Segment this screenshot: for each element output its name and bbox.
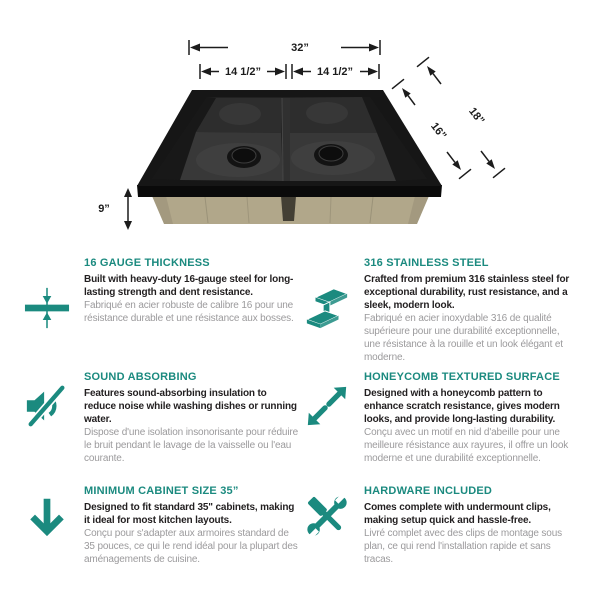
dimension-right-bowl-width (292, 64, 379, 79)
feature-honeycomb-surface (302, 371, 580, 485)
feature-heading: SOUND ABSORBING (84, 371, 197, 383)
feature-description-en: Designed to fit standard 35" cabinets, making it ideal for most kitchen layouts. (84, 502, 295, 526)
feature-heading: 16 GAUGE THICKNESS (84, 257, 210, 269)
feature-316-stainless-steel (302, 257, 580, 371)
steel-beam-icon (302, 285, 352, 331)
sink-underbody (152, 196, 429, 224)
dim-overall-width-label: 32” (291, 42, 309, 54)
sink-dimension-diagram (0, 0, 600, 252)
feature-description-en: Designed with a honeycomb pattern to enhance scratch resistance, gives modern looks, and provide long-lasting durability. (364, 388, 560, 425)
feature-minimum-cabinet-size (22, 485, 302, 599)
feature-description-en: Built with heavy-duty 16-gauge steel for long-lasting strength and dent resistance. (84, 274, 294, 298)
dim-bowl-depth-label: 9” (98, 203, 110, 215)
dimension-left-bowl-width (200, 64, 286, 79)
thickness-gauge-icon (22, 285, 72, 331)
feature-description-en: Comes complete with undermount clips, making setup quick and hassle-free. (364, 502, 551, 526)
feature-description-fr: Fabriqué en acier inoxydable 316 de qualité supérieure pour une durabilité exceptionnelle, une résistance à la rouille et un look élégant et moderne. (364, 313, 563, 363)
feature-description-en: Crafted from premium 316 stainless steel for exceptional durability, rust resistance, and a sleek, modern look. (364, 274, 570, 311)
sound-off-icon (22, 383, 72, 429)
feature-description-fr: Livré complet avec des clips de montage sous plan, ce qui rend l'installation rapide et sans tracas. (364, 528, 562, 565)
dim-right-bowl-label: 14 1/2” (316, 66, 354, 78)
feature-heading: HARDWARE INCLUDED (364, 485, 493, 497)
sink-rim-front (137, 185, 442, 197)
feature-description-fr: Conçu avec un motif en nid d'abeille pour une meilleure résistance aux rayures, il offre un look moderne et une durabilité exceptionnelle. (364, 427, 569, 464)
drain-right (314, 144, 348, 166)
feature-description-fr: Fabriqué en acier robuste de calibre 16 pour une résistance durable et une résistance aux bosses. (84, 300, 294, 324)
arrow-down-icon (22, 493, 72, 539)
dim-left-bowl-label: 14 1/2” (224, 66, 262, 78)
feature-description-fr: Conçu pour s'adapter aux armoires standard de 35 pouces, ce qui le rend idéal pour la plupart des aménagements de cuisine. (84, 528, 298, 565)
feature-heading: 316 STAINLESS STEEL (364, 257, 489, 269)
drain-left (227, 146, 261, 168)
feature-hardware-included (302, 485, 580, 599)
dim-inner-depth-label: 16” (428, 120, 449, 142)
expand-arrows-icon (302, 383, 352, 429)
dimension-outer-depth (417, 57, 505, 178)
tools-icon (302, 493, 352, 539)
feature-description-fr: Dispose d'une isolation insonorisante pour réduire le bruit pendant le lavage de la vaisselle ou l'eau courante. (84, 427, 298, 464)
dim-outer-depth-label: 18” (466, 105, 487, 127)
feature-heading: MINIMUM CABINET SIZE 35” (84, 485, 239, 497)
feature-heading: HONEYCOMB TEXTURED SURFACE (364, 371, 560, 383)
feature-sound-absorbing (22, 371, 302, 485)
feature-description-en: Features sound-absorbing insulation to reduce noise while washing dishes or running water. (84, 388, 297, 425)
feature-grid (22, 257, 580, 599)
dimension-bowl-depth (98, 188, 132, 230)
underbody-divider-notch (281, 196, 296, 221)
dimension-overall-width (189, 40, 380, 55)
feature-16-gauge-thickness (22, 257, 302, 371)
